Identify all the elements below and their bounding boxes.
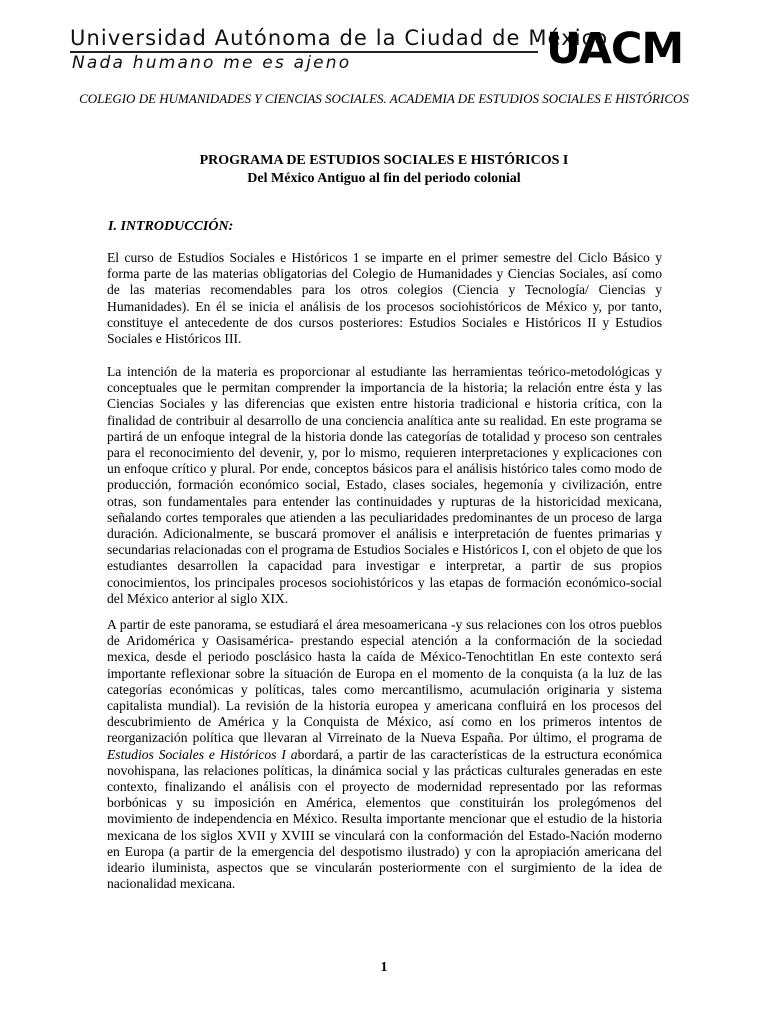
- program-title-line2: Del México Antiguo al fin del periodo colonial: [247, 171, 521, 186]
- uacm-logo: UACM: [546, 24, 684, 74]
- university-motto: Nada humano me es ajeno: [72, 53, 352, 73]
- page-number: 1: [380, 960, 388, 975]
- college-heading: COLEGIO DE HUMANIDADES Y CIENCIAS SOCIALES. ACADEMIA DE ESTUDIOS SOCIALES E HISTÓRICOS: [79, 91, 689, 106]
- document-header: [70, 26, 690, 78]
- paragraph-2: La intención de la materia es proporcionar al estudiante las herramientas teórico-metodológicas y conceptuales que le permitan comprender la importancia de la historia; la relación entre ésta y las Ciencias Sociales y las diferencias que existen entre historia tradicional e historia crítica, con la finalidad de contribuir al desarrollo de una conciencia analítica ante su realidad. En este programa se partirá de un enfoque integral de la historia donde las categorías de totalidad y proceso son centrales para el reconocimiento del devenir, y, por lo mismo, requieren interpretaciones y explicaciones con un enfoque crítico y plural. Por ende, conceptos básicos para el análisis histórico tales como modo de producción, formación económico social, Estado, clases sociales, hegemonía y civilización, entre otras, son fundamentales para entender las continuidades y rupturas de la historicidad mexicana, señalando cortes temporales que atienden a las peculiaridades predominantes de un proceso de larga duración. Adicionalmente, se buscará promover el análisis e interpretación de fuentes primarias y secundarias relacionadas con el programa de Estudios Sociales e Históricos I, con el objeto de que los estudiantes desarrollen la capacidad para investigar e interpretar, a partir de sus propios conocimientos, los principales procesos sociohistóricos y las etapas de formación económico-social del México anterior al siglo XIX.: [107, 364, 662, 606]
- section-heading: I. INTRODUCCIÓN:: [108, 219, 234, 234]
- university-name: Universidad Autónoma de la Ciudad de México: [70, 26, 609, 50]
- program-title: [60, 152, 708, 188]
- paragraph-3-text-a: A partir de este panorama, se estudiará el área mesoamericana -y sus relaciones con los otros pueblos de Aridomérica y Oasisamérica- prestando especial atención a la conformación de la sociedad mexica, desde el periodo posclásico hasta la caída de México-Tenochtitlan En este contexto será importante reflexionar sobre la situación de Europa en el momento de la conquista (a la luz de las categorías económicas y políticas, tales como mercantilismo, acumulación originaria y sistema capitalista mundial). La revisión de la historia europea y americana confluirá en los procesos del descubrimiento de América y la Conquista de México, así como en los primeros intentos de reorganización política que llevaran al Virreinato de la Nueva España. Por último, el programa de: [107, 617, 662, 746]
- paragraph-3-text-b: bordará, a partir de las características de la estructura económica novohispana, las relaciones políticas, la dinámica social y las prácticas culturales generadas en este contexto, finalizando el análisis con el proyecto de modernidad representado por las reformas borbónicas y su imposición en América, elementos que constituirán los prolegómenos del movimiento de independencia en México. Resulta importante mencionar que el estudio de la historia mexicana de los siglos XVII y XVIII se vinculará con la conformación del Estado-Nación moderno en Europa (a partir de la emergencia del despotismo ilustrado) y con la apropiación americana del ideario iluminista, aspectos que se vincularán posteriormente con el surgimiento de la idea de nacionalidad mexicana.: [107, 746, 663, 892]
- paragraph-3-program-name: Estudios Sociales e Históricos I a: [107, 746, 298, 762]
- paragraph-3: [107, 617, 662, 892]
- program-title-line1: PROGRAMA DE ESTUDIOS SOCIALES E HISTÓRICOS I: [199, 153, 569, 168]
- paragraph-1: El curso de Estudios Sociales e Históricos 1 se imparte en el primer semestre del Ciclo Básico y forma parte de las materias obligatorias del Colegio de Humanidades y Ciencias Sociales, así como de las materias recomendables para los otros colegios (Ciencia y Tecnología/ Ciencias y Humanidades). En él se inicia el análisis de los procesos sociohistóricos de México y, por tanto, constituye el antecedente de dos cursos posteriores: Estudios Sociales e Históricos II y Estudios Sociales e Históricos III.: [107, 250, 662, 347]
